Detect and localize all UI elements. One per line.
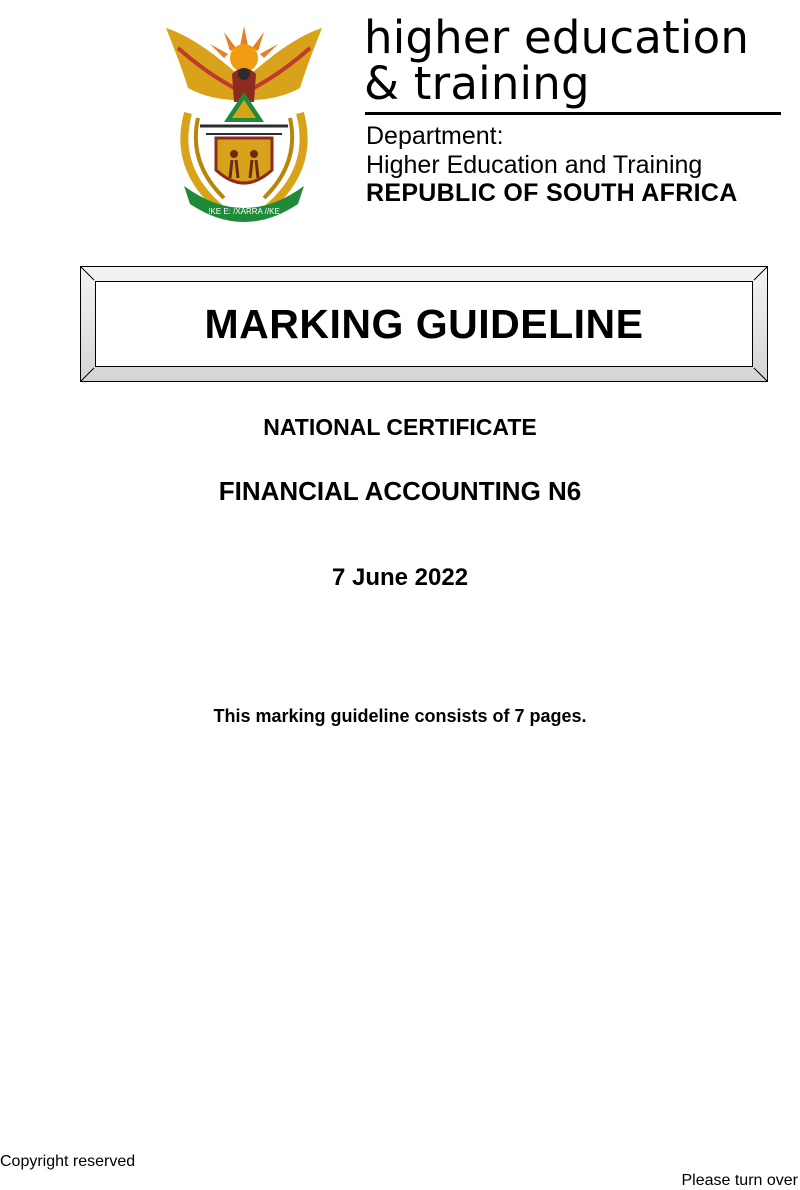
subject-heading: FINANCIAL ACCOUNTING N6 xyxy=(218,476,582,506)
title-frame xyxy=(80,266,768,382)
turn-over-note: Please turn over xyxy=(681,1172,798,1189)
country-name: REPUBLIC OF SOUTH AFRICA xyxy=(366,179,738,207)
document-title: MARKING GUIDELINE xyxy=(204,300,644,347)
crest-motto: !KE E: /XARRA //KE xyxy=(208,207,280,216)
title-inner-panel xyxy=(95,281,753,367)
department-name: Higher Education and Training xyxy=(366,151,703,179)
department-label: Department: xyxy=(366,122,504,150)
exam-date: 7 June 2022 xyxy=(331,564,469,591)
coat-of-arms-logo xyxy=(158,18,330,223)
page-count-note: This marking guideline consists of 7 pages. xyxy=(213,706,587,726)
copyright-notice: Copyright reserved xyxy=(0,1153,136,1170)
brand-line-1: higher education xyxy=(364,11,750,64)
brand-divider xyxy=(365,112,781,115)
certificate-heading: NATIONAL CERTIFICATE xyxy=(263,414,537,440)
brand-line-2: & training xyxy=(364,57,590,110)
